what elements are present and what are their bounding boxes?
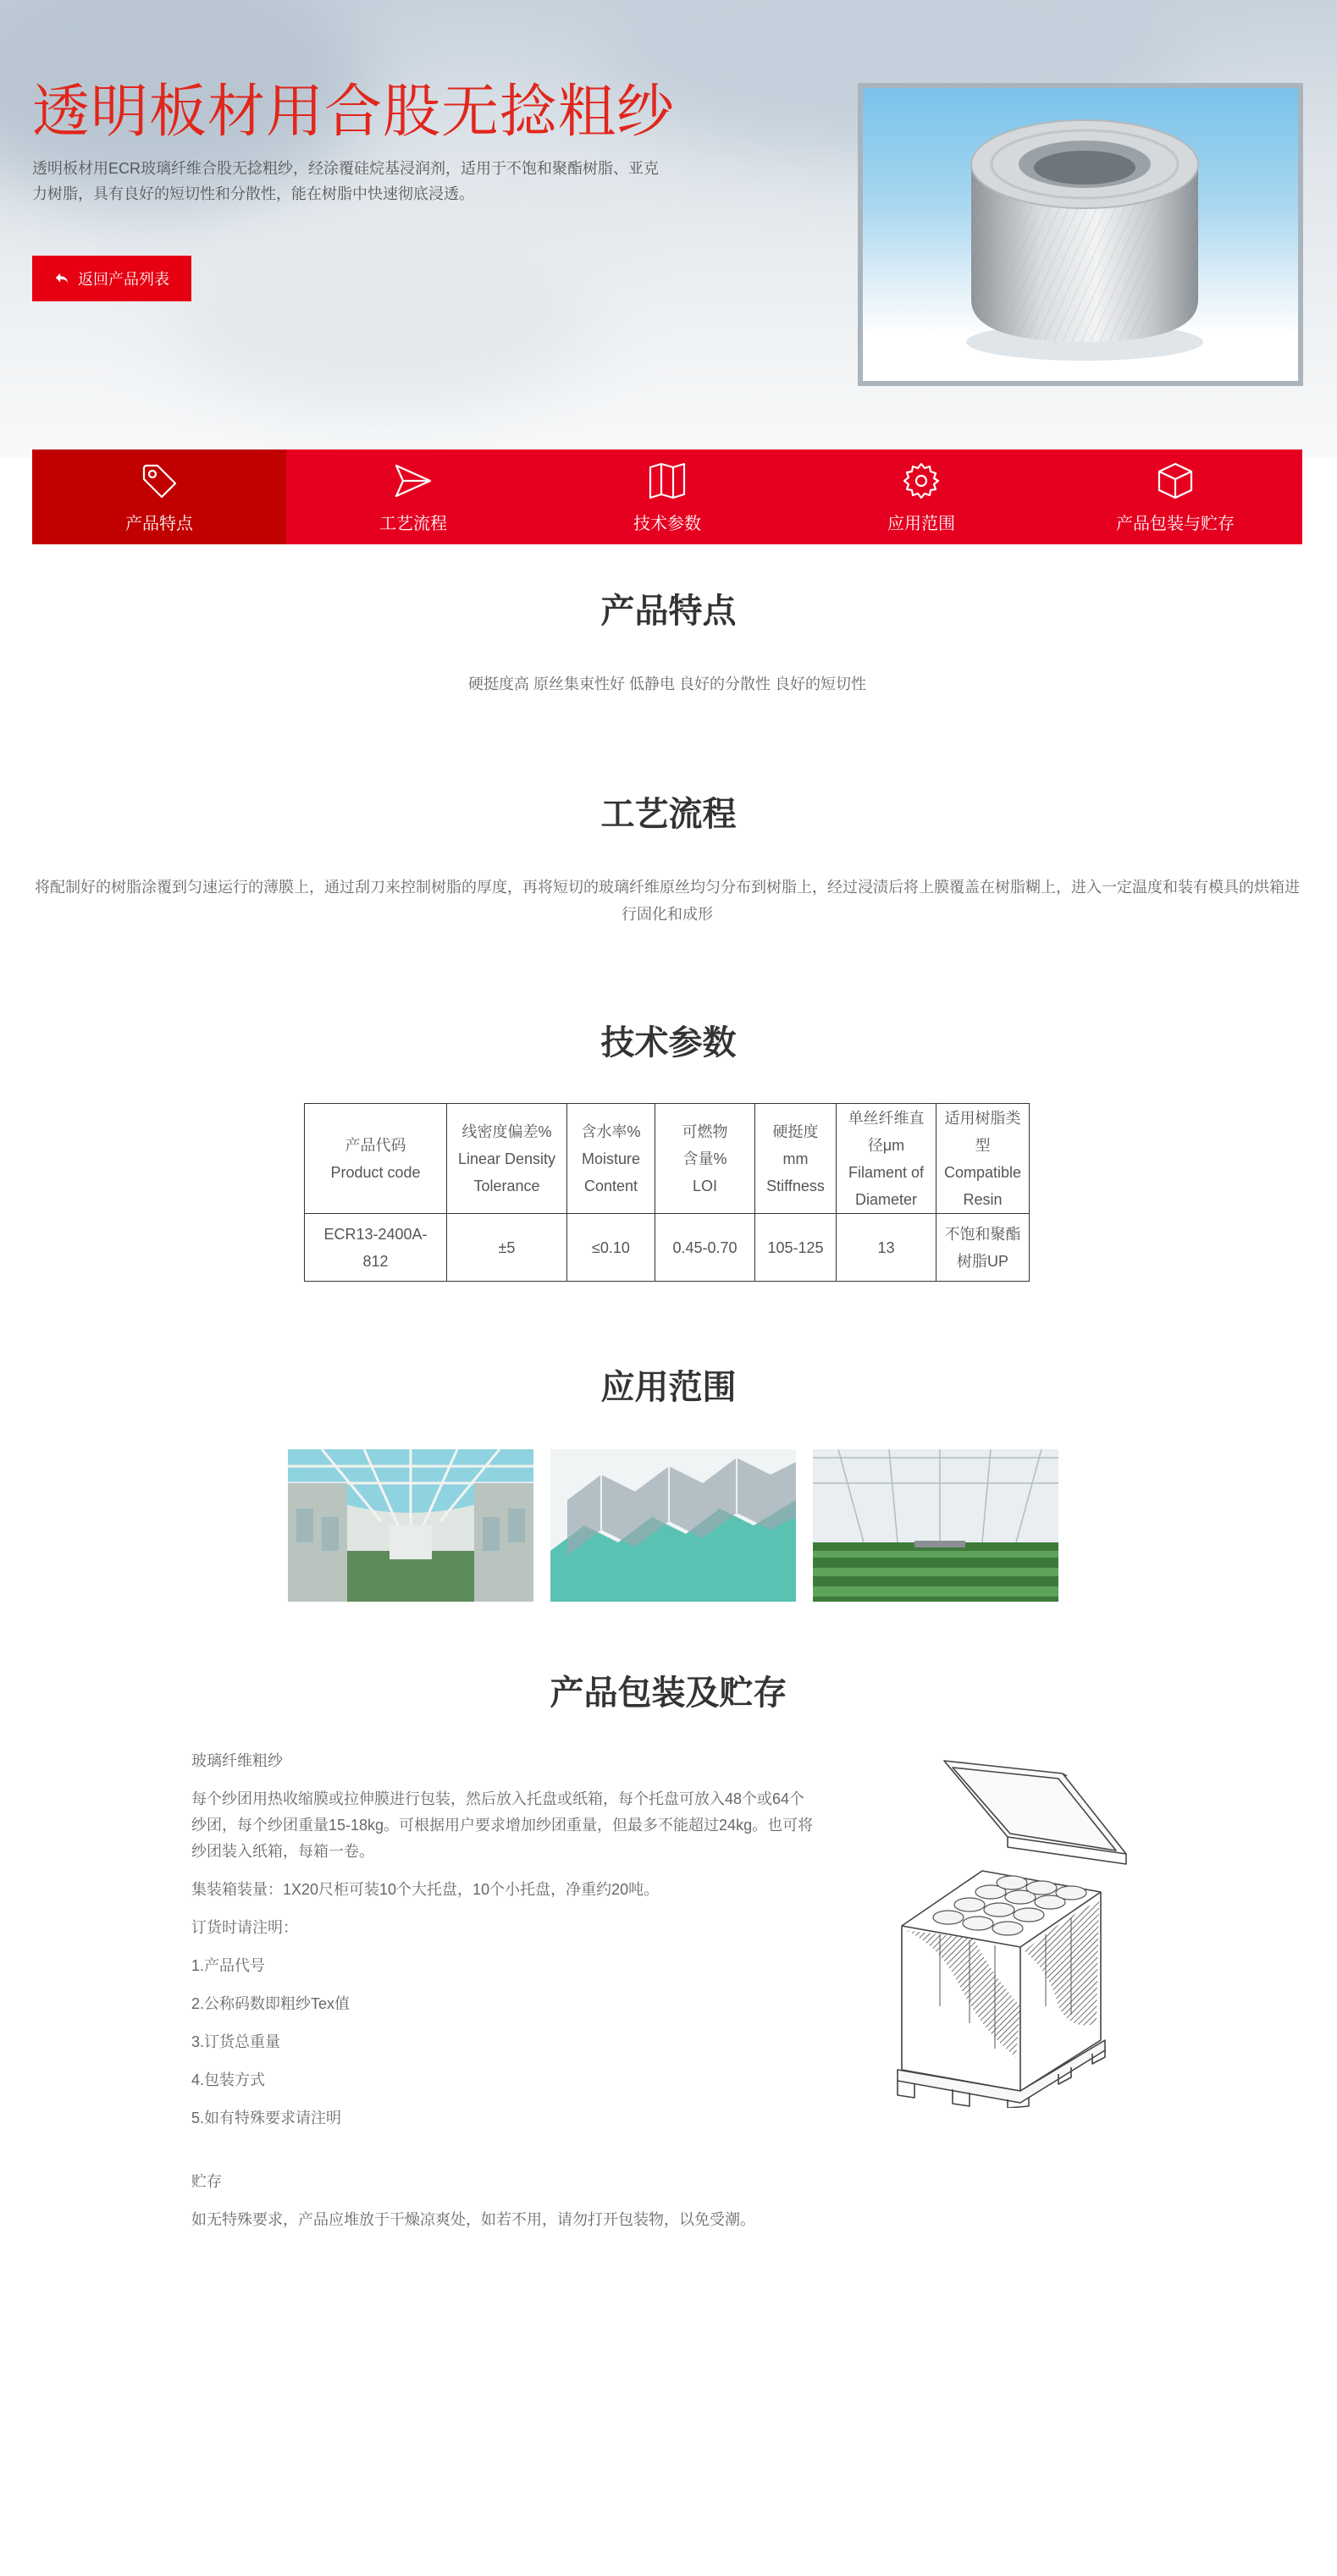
tab-label: 工艺流程 [379,514,447,533]
spec-table [304,1103,1030,1282]
cell-line: 树脂UP [956,1252,1008,1270]
table-header-cell [655,1104,755,1214]
applications-title: 应用范围 [600,1368,737,1407]
cell-line: 13 [877,1238,895,1256]
order-item: 4.包装方式 [191,2071,266,2088]
features-text: 硬挺度高 原丝集束性好 低静电 良好的分散性 良好的短切性 [467,676,866,692]
header-line: 产品代码 [345,1136,406,1154]
cell-line: 不饱和聚酯 [944,1225,1021,1243]
table-header-cell [305,1104,447,1214]
header-line: 含量% [682,1150,727,1167]
packaging-paragraph: 每个纱团用热收缩膜或拉伸膜进行包装，然后放入托盘或纸箱，每个托盘可放入48个或64个纱团，每个纱团重量15-18kg。可根据用户要求增加纱团重量，但最多不能超过24kg。也可将纱团装入纸箱，每箱一卷。 [191,1790,814,1860]
table-header-cell [837,1104,936,1214]
table-cell [755,1214,837,1282]
packaging-content [191,1748,818,2245]
hero-banner [0,0,1337,457]
features-title: 产品特点 [600,592,737,631]
cell-line: ±5 [498,1238,516,1256]
tab-features[interactable] [32,450,286,544]
header-line: 单丝纤维直 [848,1109,925,1127]
header-line: 径μm [867,1136,905,1154]
tab-process[interactable] [286,450,540,544]
spacer [191,2143,818,2169]
product-photo [858,83,1303,386]
order-item: 2.公称码数即粗纱Tex值 [191,1995,351,2012]
hero-description: 透明板材用ECR玻璃纤维合股无捻粗纱，经涂覆硅烷基浸润剂，适用于不饱和聚酯树脂、亚克力树脂，具有良好的短切性和分散性，能在树脂中快速彻底浸透。 [32,160,659,202]
roving-spool-image [863,88,1298,381]
order-item: 3.订货总重量 [191,2033,281,2050]
storage-title: 贮存 [191,2173,222,2190]
section-tabs [32,450,1302,544]
header-line: 适用树脂类 [944,1109,1021,1127]
application-image-corrugated-sheets [550,1449,796,1602]
gear-icon [901,461,942,501]
table-header-cell [447,1104,567,1214]
params-title: 技术参数 [600,1023,737,1062]
tab-packaging[interactable] [1048,450,1302,544]
process-title: 工艺流程 [600,795,737,834]
page-title: 透明板材用合股无捻粗纱 [32,79,676,146]
table-row [305,1214,1030,1282]
box-icon [1155,461,1196,501]
book-icon [647,461,688,501]
packaging-paragraph: 集装箱装量：1X20尺柜可装10个大托盘，10个小托盘，净重约20吨。 [191,1881,660,1898]
order-item: 5.如有特殊要求请注明 [191,2110,342,2126]
tag-icon [139,461,180,501]
header-line: 型 [975,1136,991,1154]
tab-label: 技术参数 [633,514,701,533]
application-image-greenhouse [813,1449,1058,1602]
pallet-diagram [889,1752,1135,2108]
header-line: 线密度偏差% [461,1123,552,1140]
process-text: 将配制好的树脂涂覆到匀速运行的薄膜上，通过刮刀来控制树脂的厚度，再将短切的玻璃纤维原丝均匀分布到树脂上，经过浸渍后将上膜覆盖在树脂糊上，进入一定温度和装有模具的烘箱进行固化和成形 [35,879,1300,923]
application-image-atrium-roof [288,1449,533,1602]
tab-parameters[interactable] [540,450,794,544]
header-line: mm [782,1150,809,1167]
packaging-paragraph: 订货时请注明： [191,1919,298,1936]
packaging-subtitle: 玻璃纤维粗纱 [191,1752,283,1769]
return-arrow-icon [54,271,69,286]
application-gallery [288,1449,1058,1602]
tab-applications[interactable] [794,450,1048,544]
table-cell [567,1214,655,1282]
cell-line: 105-125 [767,1238,824,1256]
header-line: Linear Density [457,1150,556,1167]
tab-label: 产品特点 [125,514,193,533]
table-cell [655,1214,755,1282]
table-cell [305,1214,447,1282]
header-line: Stiffness [766,1177,825,1194]
header-line: 可燃物 [682,1123,728,1140]
back-button-label: 返回产品列表 [78,271,169,288]
header-line: Compatible [943,1163,1022,1181]
hero-bg-blob [169,220,593,406]
header-line: Moisture [581,1150,641,1167]
table-cell [447,1214,567,1282]
order-item: 1.产品代号 [191,1957,266,1974]
tab-label: 产品包装与贮存 [1116,514,1235,533]
header-line: Content [583,1177,638,1194]
send-icon [393,461,434,501]
back-to-list-button[interactable] [32,256,191,301]
header-line: LOI [692,1177,717,1194]
header-line: 硬挺度 [772,1123,819,1140]
header-line: Diameter [854,1190,918,1208]
table-header-row [305,1104,1030,1214]
table-header-cell [755,1104,837,1214]
table-cell [837,1214,936,1282]
header-line: Resin [963,1190,1003,1208]
cell-line: ECR13-2400A- [323,1225,428,1243]
table-header-cell [936,1104,1030,1214]
table-cell [936,1214,1030,1282]
packaging-title: 产品包装及贮存 [550,1674,787,1713]
header-line: 含水率% [581,1123,641,1140]
header-line: Product code [330,1163,421,1181]
table-header-cell [567,1104,655,1214]
cell-line: ≤0.10 [592,1238,630,1256]
tab-label: 应用范围 [887,514,955,533]
cell-line: 0.45-0.70 [672,1238,738,1256]
cell-line: 812 [362,1252,389,1270]
header-line: Tolerance [473,1177,540,1194]
storage-text: 如无特殊要求，产品应堆放于干燥凉爽处，如若不用，请勿打开包装物，以免受潮。 [191,2211,755,2228]
header-line: Filament of [848,1163,925,1181]
